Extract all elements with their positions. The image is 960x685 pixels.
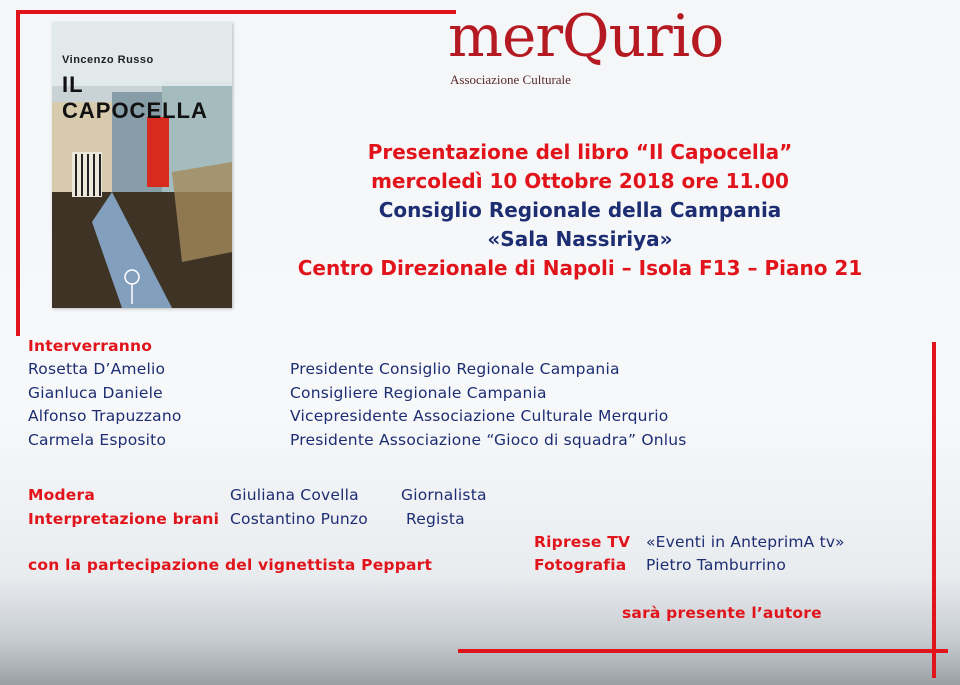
frame-line-right xyxy=(932,342,936,678)
headline-date: mercoledì 10 Ottobre 2018 ore 11.00 xyxy=(371,169,789,193)
interpretazione-label: Interpretazione brani xyxy=(28,510,220,528)
headline-book-presentation: Presentazione del libro xyxy=(367,140,636,164)
merqurio-logo xyxy=(448,2,768,90)
speaker-name: Alfonso Trapuzzano xyxy=(28,407,182,425)
book-author: Vincenzo Russo xyxy=(62,54,154,66)
speaker-role: Presidente Consiglio Regionale Campania xyxy=(290,360,620,378)
frame-line-left xyxy=(16,10,20,336)
modera-name: Giuliana Covella xyxy=(230,486,359,504)
headline-line-1 xyxy=(270,140,890,164)
headline-hall: «Sala Nassiriya» xyxy=(487,227,673,251)
headline-venue: Consiglio Regionale della Campania xyxy=(378,198,782,222)
frame-line-bottom xyxy=(458,649,948,653)
autore-note: sarà presente l’autore xyxy=(622,604,822,622)
fotografia-value: Pietro Tamburrino xyxy=(646,556,787,574)
fotografia-label: Fotografia xyxy=(534,556,627,574)
speaker-name: Gianluca Daniele xyxy=(28,384,163,402)
partecipazione-text: con la partecipazione del vignettista Peppart xyxy=(28,556,433,574)
riprese-value: «Eventi in AnteprimA tv» xyxy=(646,533,845,551)
book-cover xyxy=(52,22,232,308)
speaker-name: Carmela Esposito xyxy=(28,431,167,449)
speakers-heading: Interverranno xyxy=(28,337,153,355)
interpretazione-name: Costantino Punzo xyxy=(230,510,368,528)
logo-wordmark: merQurio xyxy=(448,2,724,70)
interpretazione-role: Regista xyxy=(406,510,465,528)
modera-role: Giornalista xyxy=(401,486,487,504)
headline-address: Centro Direzionale di Napoli – Isola F13 – Piano 21 xyxy=(297,256,863,280)
riprese-label: Riprese TV xyxy=(534,533,631,551)
modera-label: Modera xyxy=(28,486,95,504)
speaker-role: Presidente Associazione “Gioco di squadra” Onlus xyxy=(290,431,687,449)
speaker-role: Vicepresidente Associazione Culturale Merqurio xyxy=(290,407,669,425)
logo-subtitle: Associazione Culturale xyxy=(450,72,571,87)
frame-line-top xyxy=(16,10,456,14)
book-title: IL CAPOCELLA xyxy=(62,72,208,123)
headline-book-title: “Il Capocella” xyxy=(635,140,793,164)
speaker-name: Rosetta D’Amelio xyxy=(28,360,166,378)
speaker-role: Consigliere Regionale Campania xyxy=(290,384,547,402)
